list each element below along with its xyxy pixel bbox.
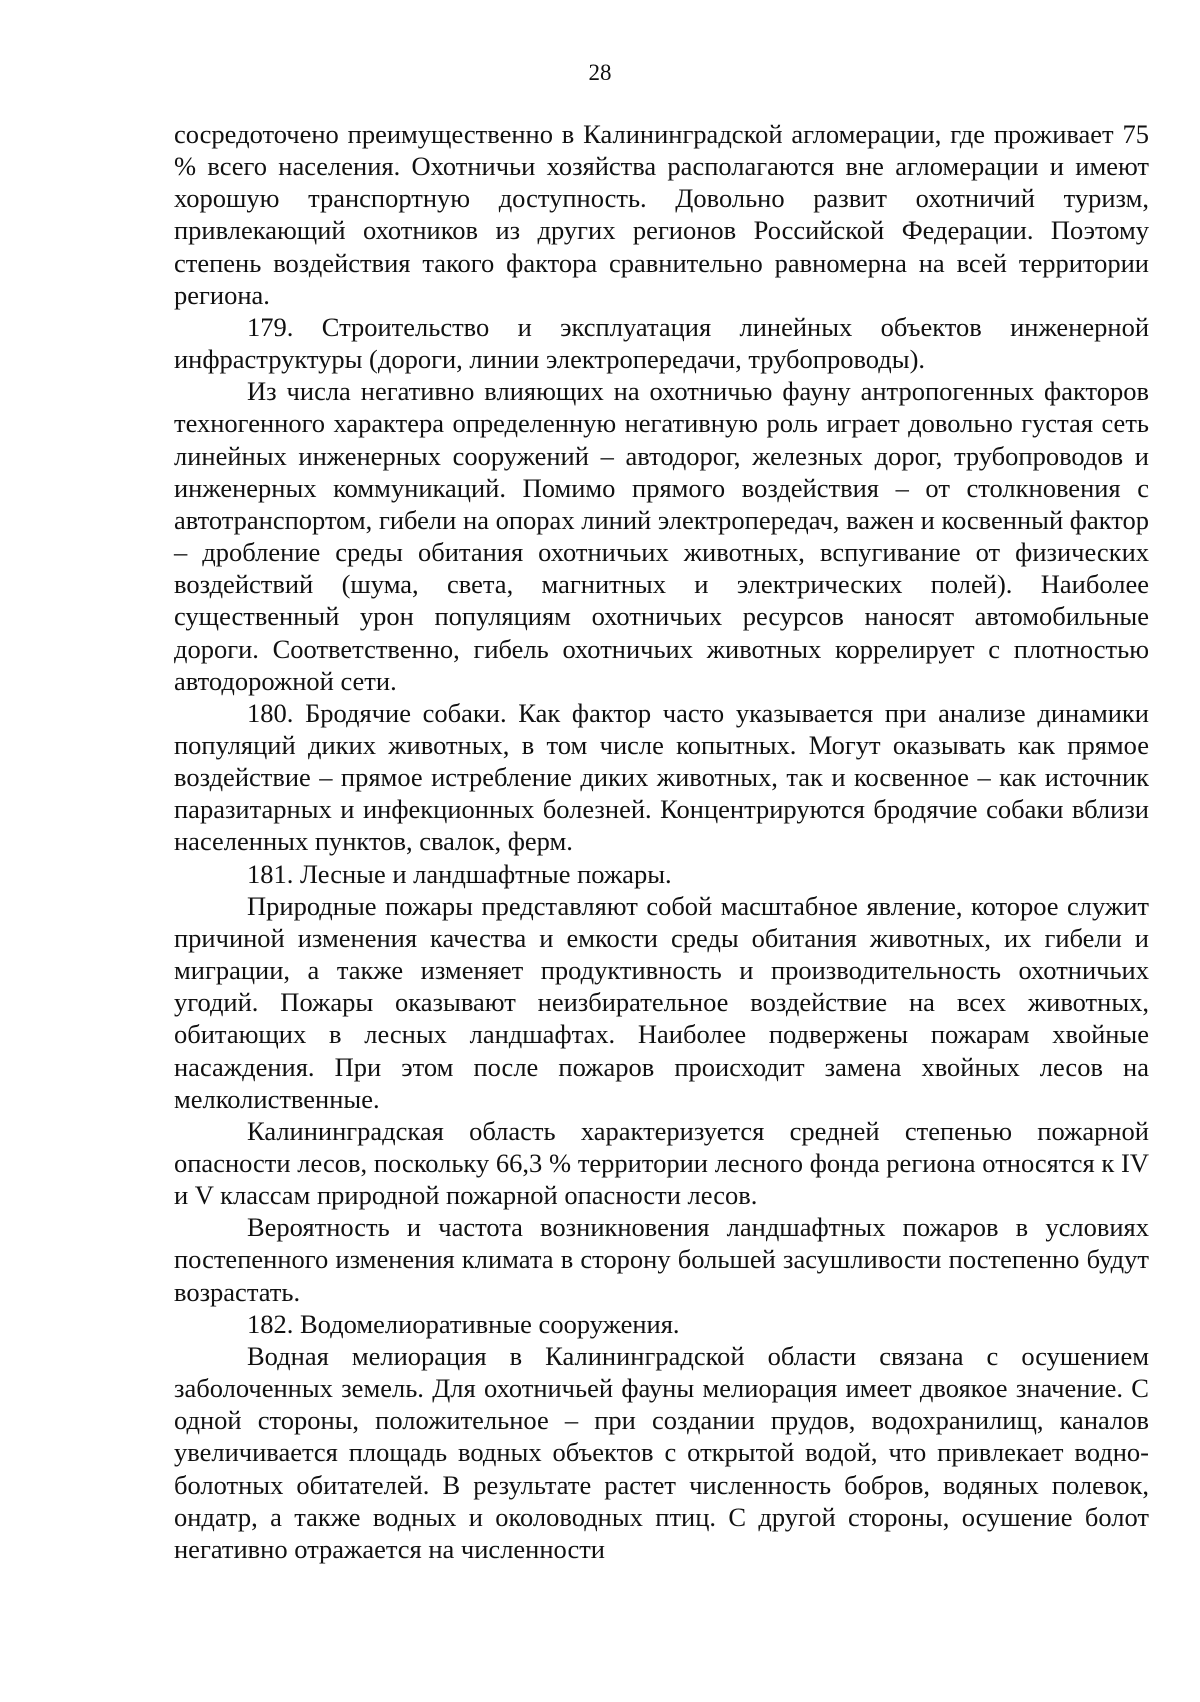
paragraph-fire-probability: Вероятность и частота возникновения ландшафтных пожаров в условиях постепенного изменения климата в сторону большей засушливости постепенно будут возрастать. [174, 1212, 1149, 1307]
paragraph-continuation: сосредоточено преимущественно в Калининградской агломерации, где проживает 75 % всего населения. Охотничьи хозяйства располагаются вне агломерации и имеют хорошую транспортную доступность. Довольно развит охотничий туризм, привлекающий охотников из других регионов Российской Федерации. Поэтому степень воздействия такого фактора сравнительно равномерна на всей территории региона. [174, 119, 1149, 310]
paragraph-water-melioration: Водная мелиорация в Калининградской области связана с осушением заболоченных земель. Для охотничьей фауны мелиорация имеет двоякое значение. С одной стороны, положительное – при создании прудов, водохранилищ, каналов увеличивается площадь водных объектов с открытой водой, что привлекает водно-болотных обитателей. В результате растет численность бобров, водяных полевок, ондатр, а также водных и околоводных птиц. С другой стороны, осушение болот негативно отражается на численности [174, 1340, 1149, 1564]
page-number: 28 [588, 60, 612, 85]
paragraph-fire-danger-class: Калининградская область характеризуется средней степенью пожарной опасности лесов, поскольку 66,3 % территории лесного фонда региона относятся к IV и V классам природной пожарной опасности лесов. [174, 1115, 1149, 1211]
section-182-heading: 182. Водомелиоративные сооружения. [247, 1308, 680, 1339]
section-181-heading: 181. Лесные и ландшафтные пожары. [247, 858, 672, 889]
section-179-heading: 179. Строительство и эксплуатация линейных объектов инженерной инфраструктуры (дороги, линии электропередачи, трубопроводы). [174, 311, 1149, 375]
paragraph-natural-fires: Природные пожары представляют собой масштабное явление, которое служит причиной изменения качества и емкости среды обитания животных, их гибели и миграции, а также изменяет продуктивность и производительность охотничьих угодий. Пожары оказывают неизбирательное воздействие на всех животных, обитающих в лесных ландшафтах. Наиболее подвержены пожарам хвойные насаждения. При этом после пожаров происходит замена хвойных лесов на мелколиственные. [174, 890, 1149, 1114]
body-text [174, 118, 1149, 1565]
section-180-stray-dogs: 180. Бродячие собаки. Как фактор часто указывается при анализе динамики популяций диких животных, в том числе копытных. Могут оказывать как прямое воздействие – прямое истребление диких животных, так и косвенное – как источник паразитарных и инфекционных болезней. Концентрируются бродячие собаки вблизи населенных пунктов, свалок, ферм. [174, 697, 1149, 857]
paragraph-linear-infrastructure: Из числа негативно влияющих на охотничью фауну антропогенных факторов техногенного характера определенную негативную роль играет довольно густая сеть линейных инженерных сооружений – автодорог, железных дорог, трубопроводов и инженерных коммуникаций. Помимо прямого воздействия – от столкновения с автотранспортом, гибели на опорах линий электропередач, важен и косвенный фактор – дробление среды обитания охотничьих животных, вспугивание от физических воздействий (шума, света, магнитных и электрических полей). Наиболее существенный урон популяциям охотничьих ресурсов наносят автомобильные дороги. Соответственно, гибель охотничьих животных коррелирует с плотностью автодорожной сети. [174, 376, 1149, 696]
